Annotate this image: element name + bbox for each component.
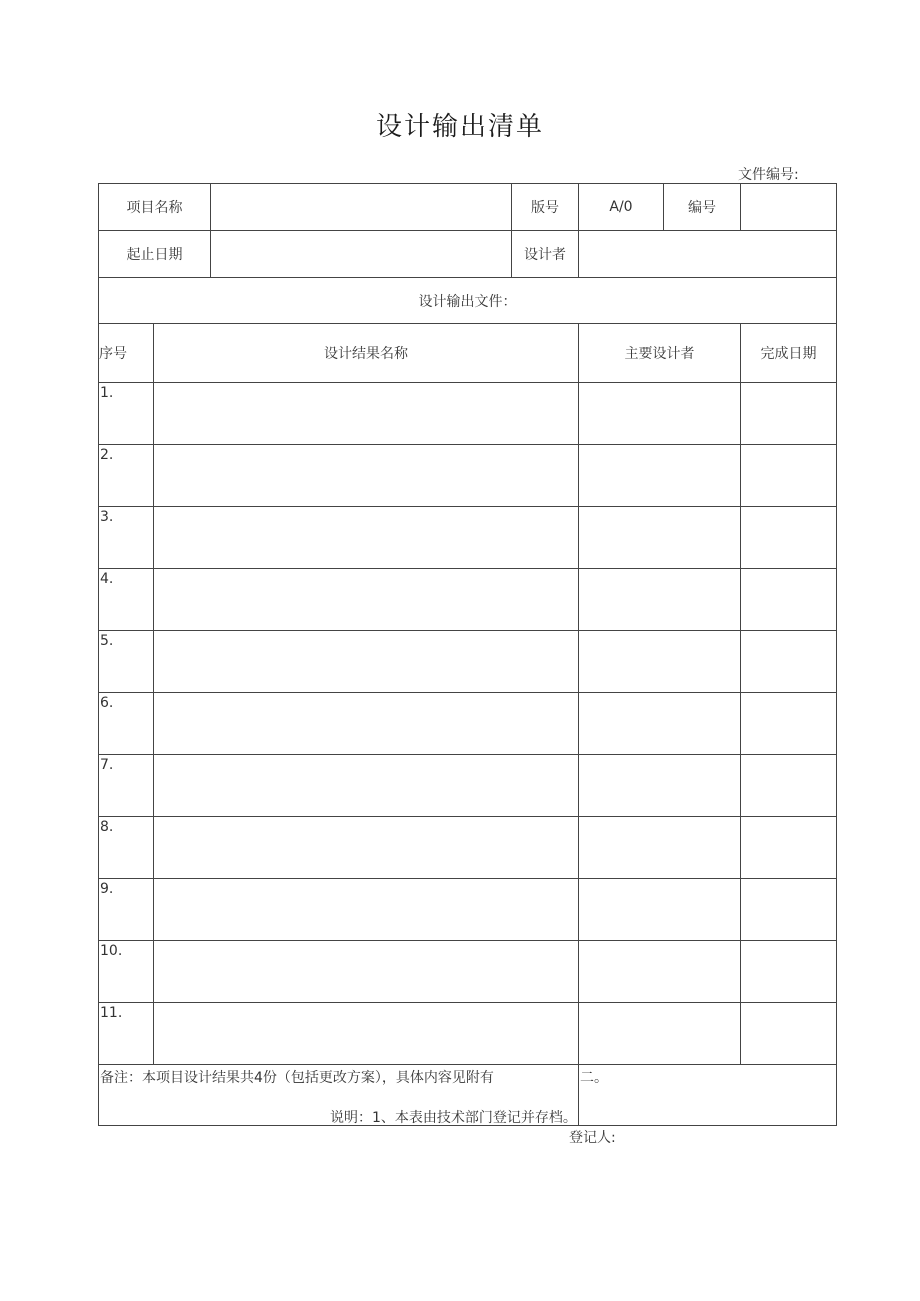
row-seq: 8. [99,817,154,879]
row-result-name[interactable] [154,941,579,1003]
header-row-date [99,231,837,278]
row-completion-date[interactable] [741,755,837,817]
row-seq: 11. [99,1003,154,1065]
row-seq: 2. [99,445,154,507]
row-main-designer[interactable] [579,817,741,879]
result-rows [99,383,837,1065]
row-completion-date[interactable] [741,1003,837,1065]
col-main-designer: 主要设计者 [579,324,741,383]
row-main-designer[interactable] [579,941,741,1003]
row-main-designer[interactable] [579,569,741,631]
recorder-label: 登记人: [569,1130,616,1146]
table-row [99,569,837,631]
date-range-field[interactable] [211,231,512,278]
table-row [99,755,837,817]
project-name-field[interactable] [211,184,512,231]
design-output-table [98,183,837,1126]
project-name-label: 项目名称 [99,184,211,231]
row-completion-date[interactable] [741,693,837,755]
row-result-name[interactable] [154,383,579,445]
table-row [99,817,837,879]
file-number-label: 文件编号: [738,167,799,183]
row-result-name[interactable] [154,817,579,879]
table-row [99,445,837,507]
table-row [99,879,837,941]
row-completion-date[interactable] [741,631,837,693]
number-field[interactable] [741,184,837,231]
row-seq: 9. [99,879,154,941]
header-row-project [99,184,837,231]
row-seq: 4. [99,569,154,631]
output-files-label: 设计输出文件： [99,278,837,324]
row-seq: 1. [99,383,154,445]
designer-field[interactable] [579,231,837,278]
row-seq: 10. [99,941,154,1003]
output-files-row [99,278,837,324]
table-row [99,1003,837,1065]
designer-label: 设计者 [512,231,579,278]
table-row [99,941,837,1003]
table-row [99,631,837,693]
version-label: 版号 [512,184,579,231]
row-result-name[interactable] [154,631,579,693]
row-seq: 3. [99,507,154,569]
row-main-designer[interactable] [579,383,741,445]
row-main-designer[interactable] [579,693,741,755]
row-main-designer[interactable] [579,879,741,941]
table-row [99,507,837,569]
col-result-name: 设计结果名称 [154,324,579,383]
row-completion-date[interactable] [741,879,837,941]
row-result-name[interactable] [154,755,579,817]
row-seq: 7. [99,755,154,817]
row-seq: 5. [99,631,154,693]
row-result-name[interactable] [154,1003,579,1065]
version-value[interactable]: A/0 [579,184,664,231]
row-completion-date[interactable] [741,507,837,569]
number-label: 编号 [664,184,741,231]
table-row [99,383,837,445]
row-completion-date[interactable] [741,383,837,445]
row-main-designer[interactable] [579,755,741,817]
row-result-name[interactable] [154,507,579,569]
date-range-label: 起止日期 [99,231,211,278]
row-completion-date[interactable] [741,445,837,507]
row-main-designer[interactable] [579,631,741,693]
row-main-designer[interactable] [579,1003,741,1065]
row-completion-date[interactable] [741,569,837,631]
row-completion-date[interactable] [741,941,837,1003]
remark-text: 备注：本项目设计结果共4份（包括更改方案），具体内容见附有 [99,1065,579,1126]
row-completion-date[interactable] [741,817,837,879]
col-completion-date: 完成日期 [741,324,837,383]
row-result-name[interactable] [154,569,579,631]
page-title: 设计输出清单 [375,112,544,142]
row-seq: 6. [99,693,154,755]
remark-text-continued: 二。 [579,1065,837,1126]
row-result-name[interactable] [154,445,579,507]
row-main-designer[interactable] [579,507,741,569]
row-main-designer[interactable] [579,445,741,507]
row-result-name[interactable] [154,693,579,755]
explanation-text: 说明：1、本表由技术部门登记并存档。 [330,1110,577,1126]
column-header-row [99,324,837,383]
table-row [99,693,837,755]
col-seq: 序号 [99,324,154,383]
row-result-name[interactable] [154,879,579,941]
